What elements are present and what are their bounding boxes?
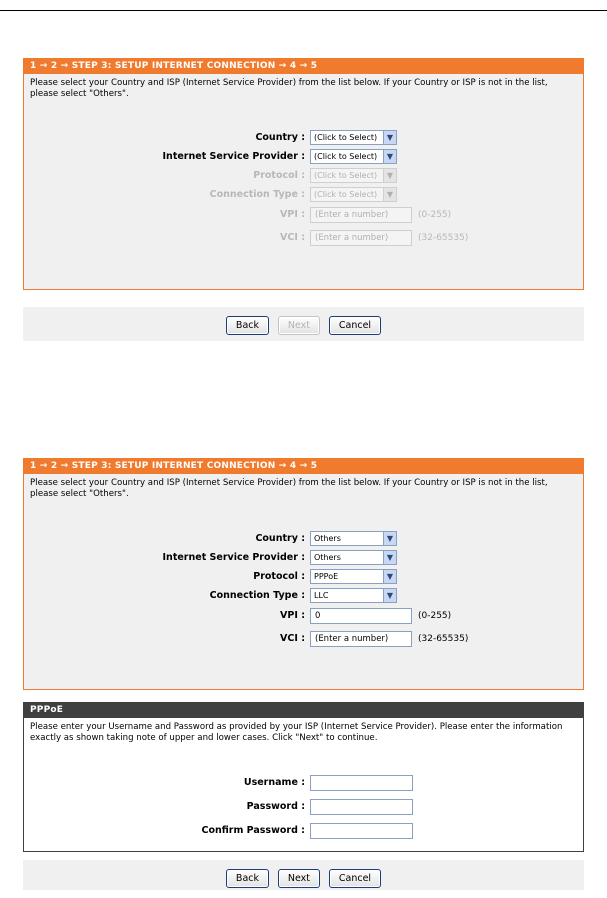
connection-type-label: Connection Type : xyxy=(209,590,305,601)
intro-text: Please select your Country and ISP (Internet Service Provider) from the list below. If your Country or ISP is not in the list, please select "Others". xyxy=(30,478,548,499)
cancel-button[interactable]: Cancel xyxy=(329,316,381,335)
chevron-down-icon: ▼ xyxy=(383,551,396,564)
vpi-range-hint: (0-255) xyxy=(418,611,452,621)
connection-type-row xyxy=(24,588,583,604)
pppoe-header: PPPoE xyxy=(24,703,583,718)
username-row xyxy=(24,775,583,791)
isp-row xyxy=(24,149,583,165)
password-input[interactable] xyxy=(310,799,413,815)
setup-panel-step3-initial xyxy=(23,58,584,290)
setup-panel-step3-pppoe xyxy=(23,458,584,690)
vci-label: VCI : xyxy=(280,232,305,243)
vpi-label: VPI : xyxy=(280,209,305,220)
protocol-select-value: PPPoE xyxy=(314,572,339,581)
country-select-value: (Click to Select) xyxy=(314,133,378,142)
pppoe-intro-text: Please enter your Username and Password as provided by your ISP (Internet Service Provider). Please enter the information exactly as shown taking note of upper and lower cases. Click "Next" to continue. xyxy=(30,722,563,743)
connection-type-row xyxy=(24,187,583,203)
username-input[interactable] xyxy=(310,775,413,791)
country-row xyxy=(24,531,583,547)
password-row xyxy=(24,799,583,815)
protocol-select-value: (Click to Select) xyxy=(314,171,378,180)
connection-type-select[interactable] xyxy=(310,588,397,603)
chevron-down-icon: ▼ xyxy=(383,169,396,182)
back-button[interactable]: Back xyxy=(226,316,269,335)
connection-type-label: Connection Type : xyxy=(209,189,305,200)
button-bar xyxy=(23,307,584,341)
confirm-password-input[interactable] xyxy=(310,823,413,839)
vpi-input[interactable]: 0 xyxy=(310,608,412,624)
protocol-row xyxy=(24,569,583,585)
username-label: Username : xyxy=(243,777,305,788)
vci-range-hint: (32-65535) xyxy=(418,634,469,644)
protocol-select[interactable] xyxy=(310,569,397,584)
protocol-select xyxy=(310,168,397,183)
intro-text: Please select your Country and ISP (Internet Service Provider) from the list below. If your Country or ISP is not in the list, please select "Others". xyxy=(30,78,548,99)
isp-row xyxy=(24,550,583,566)
password-label: Password : xyxy=(246,801,305,812)
next-button: Next xyxy=(278,316,320,335)
chevron-down-icon: ▼ xyxy=(383,532,396,545)
protocol-row xyxy=(24,168,583,184)
isp-label: Internet Service Provider : xyxy=(162,151,305,162)
isp-select[interactable] xyxy=(310,550,397,565)
vci-range-hint: (32-65535) xyxy=(418,233,469,243)
pppoe-panel xyxy=(23,702,584,852)
chevron-down-icon: ▼ xyxy=(383,570,396,583)
isp-select-value: (Click to Select) xyxy=(314,152,378,161)
vpi-label: VPI : xyxy=(280,610,305,621)
protocol-label: Protocol : xyxy=(253,571,305,582)
setup-internet-connection-box xyxy=(23,58,584,290)
country-row xyxy=(24,130,583,146)
pppoe-box xyxy=(23,702,584,852)
vci-row xyxy=(24,230,583,246)
vci-row xyxy=(24,631,583,647)
top-rule xyxy=(0,10,607,11)
connection-type-select-value: LLC xyxy=(314,591,329,600)
country-select[interactable] xyxy=(310,130,397,145)
vpi-row xyxy=(24,207,583,223)
isp-label: Internet Service Provider : xyxy=(162,552,305,563)
next-button[interactable]: Next xyxy=(278,869,320,888)
country-select[interactable] xyxy=(310,531,397,546)
chevron-down-icon: ▼ xyxy=(383,131,396,144)
confirm-password-row xyxy=(24,823,583,839)
cancel-button[interactable]: Cancel xyxy=(329,869,381,888)
chevron-down-icon: ▼ xyxy=(383,150,396,163)
setup-internet-connection-box xyxy=(23,458,584,690)
chevron-down-icon: ▼ xyxy=(383,589,396,602)
vci-label: VCI : xyxy=(280,633,305,644)
isp-select[interactable] xyxy=(310,149,397,164)
vpi-row xyxy=(24,608,583,624)
step-header: 1 → 2 → STEP 3: SETUP INTERNET CONNECTION → 4 → 5 xyxy=(24,459,583,474)
protocol-label: Protocol : xyxy=(253,170,305,181)
vpi-range-hint: (0-255) xyxy=(418,210,452,220)
connection-type-select xyxy=(310,187,397,202)
chevron-down-icon: ▼ xyxy=(383,188,396,201)
vci-input: (Enter a number) xyxy=(310,230,412,246)
vci-input[interactable]: (Enter a number) xyxy=(310,631,412,647)
country-select-value: Others xyxy=(314,534,341,543)
vpi-input: (Enter a number) xyxy=(310,207,412,223)
button-bar xyxy=(23,860,584,890)
confirm-password-label: Confirm Password : xyxy=(201,825,305,836)
isp-select-value: Others xyxy=(314,553,341,562)
step-header: 1 → 2 → STEP 3: SETUP INTERNET CONNECTION → 4 → 5 xyxy=(24,59,583,74)
country-label: Country : xyxy=(255,132,305,143)
back-button[interactable]: Back xyxy=(226,869,269,888)
connection-type-select-value: (Click to Select) xyxy=(314,190,378,199)
country-label: Country : xyxy=(255,533,305,544)
